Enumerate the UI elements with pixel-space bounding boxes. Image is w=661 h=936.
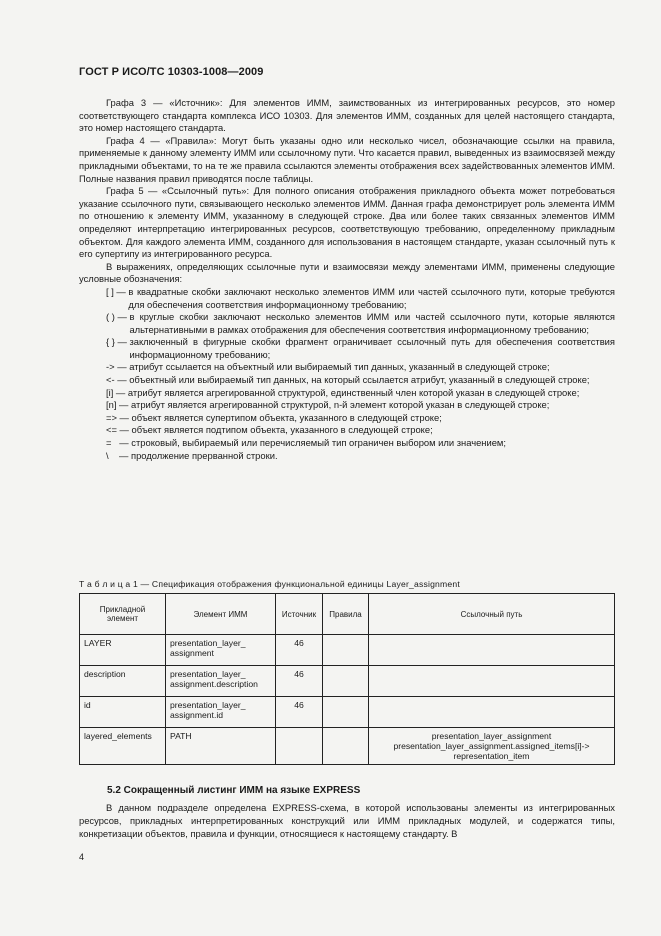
legend-text: заключенный в фигурные скобки фрагмент ограничивает ссылочный путь для обеспечения соответствия информационному требованию; <box>129 336 615 360</box>
cell-application-element: LAYER <box>80 635 166 666</box>
legend-symbol: <= — <box>106 424 132 436</box>
body-text <box>79 97 615 462</box>
paragraph-column-3: Графа 3 — «Источник»: Для элементов ИММ, заимствованных из интегрированных ресурсов, это номер соответствующего стандарта комплекса ИСО 10303. Для элементов ИММ, созданных для целей настоящего стандарта, это номер настоящего стандарта. <box>79 97 615 134</box>
paragraph-column-5: Графа 5 — «Ссылочный путь»: Для полного описания отображения прикладного объекта может потребоваться указание ссылочного пути, связывающего несколько элементов ИММ. Данная графа демонстрирует роль элемента ИММ по отношению к элементу ИММ, указанному в следующей строке. Два или более таких связанных элементов ИММ определяют интерпретацию интегрированных ресурсов, соответствующую требованию, определенному прикладным объектом. Для каждого элемента ИММ, созданного для использования в настоящем стандарте, указан ссылочный путь к его супертипу из интегрированного ресурса. <box>79 185 615 260</box>
header-rules: Правила <box>323 594 369 635</box>
legend-symbol: => — <box>106 411 132 423</box>
legend-symbol: ( ) — <box>106 311 130 323</box>
legend-symbol: [ ] — <box>106 285 129 297</box>
cell-application-element: layered_elements <box>80 728 166 765</box>
cell-reference-path <box>369 666 615 697</box>
cell-rules <box>323 635 369 666</box>
cell-source <box>276 728 323 765</box>
header-application-element: Прикладной элемент <box>80 594 166 635</box>
header-reference-path: Ссылочный путь <box>369 594 615 635</box>
legend-text: атрибут является агрегированной структурой, n-й элемент которой указан в следующей строке; <box>131 399 550 411</box>
legend-item <box>79 450 615 463</box>
legend-item <box>79 412 615 425</box>
legend-text: строковый, выбираемый или перечисляемый тип ограничен выбором или значением; <box>131 437 506 449</box>
cell-mim-element: presentation_layer_ assignment.description <box>166 666 276 697</box>
paragraph-notation-intro: В выражениях, определяющих ссылочные пути и взаимосвязи между элементами ИММ, применены следующие условные обозначения: <box>79 260 615 285</box>
cell-mim-element: PATH <box>166 728 276 765</box>
legend-item <box>79 424 615 437</box>
table-caption: Т а б л и ц а 1 — Спецификация отображения функциональной единицы Layer_assignment <box>79 579 460 589</box>
legend-text: в круглые скобки заключают несколько элементов ИММ или частей ссылочного пути, которые являются альтернативными в рамках отображения для обеспечения соответствия информационному требованию; <box>129 311 615 335</box>
cell-reference-path: presentation_layer_assignment presentation_layer_assignment.assigned_items[i]-> representation_item <box>369 728 615 765</box>
legend-item <box>79 361 615 374</box>
legend-text: в квадратные скобки заключают несколько элементов ИММ или частей ссылочного пути, которые требуются для обеспечения соответствия информационному требованию; <box>128 285 615 310</box>
paragraph-column-4: Графа 4 — «Правила»: Могут быть указаны одно или несколько чисел, обозначающие ссылки на правила, применяемые к данному элементу ИММ или ссылочному пути. Что касается правил, выведенных из взаимосвязей между прикладными объектами, то на те же правила ссылаются элементы отображения всех задействованных элементов ИММ. Полные названия правил приводятся после таблицы. <box>79 134 615 184</box>
header-mim-element: Элемент ИММ <box>166 594 276 635</box>
legend-item <box>79 311 615 336</box>
legend-symbol: { } — <box>106 336 130 348</box>
page-header: ГОСТ Р ИСО/ТС 10303-1008—2009 <box>79 66 264 78</box>
cell-reference-path <box>369 635 615 666</box>
notation-legend <box>79 286 615 462</box>
section-paragraph: В данном подразделе определена EXPRESS-схема, в которой использованы элементы из интегрированных ресурсов, прикладных интерпретированных конструкций или ИММ прикладных модулей, и содержатся типы, конкретизации объектов, правила и функции, относящиеся к настоящему стандарту. В <box>79 802 615 839</box>
legend-text: объект является супертипом объекта, указанного в следующей строке; <box>131 411 442 423</box>
legend-item <box>79 286 615 311</box>
page-number: 4 <box>79 852 85 862</box>
legend-item <box>79 437 615 450</box>
table-row <box>80 666 615 697</box>
legend-symbol: <- — <box>106 374 130 386</box>
legend-text: атрибут ссылается на объектный или выбираемый тип данных, указанный в следующей строке; <box>129 361 550 373</box>
table-row <box>80 697 615 728</box>
cell-mim-element: presentation_layer_ assignment <box>166 635 276 666</box>
table-row <box>80 635 615 666</box>
legend-symbol: \ — <box>106 449 132 461</box>
header-source: Источник <box>276 594 323 635</box>
section-heading: 5.2 Сокращенный листинг ИММ на языке EXPRESS <box>107 785 361 796</box>
section-body <box>79 801 615 840</box>
cell-reference-path <box>369 697 615 728</box>
cell-source: 46 <box>276 666 323 697</box>
cell-rules <box>323 697 369 728</box>
legend-text: продолжение прерванной строки. <box>131 449 278 461</box>
cell-application-element: id <box>80 697 166 728</box>
legend-item <box>79 336 615 361</box>
cell-application-element: description <box>80 666 166 697</box>
legend-text: атрибут является агрегированной структурой, единственный член которой указан в следующей строке; <box>127 386 580 398</box>
legend-item <box>79 374 615 387</box>
cell-rules <box>323 728 369 765</box>
legend-symbol: [n] — <box>106 399 132 411</box>
legend-symbol: -> — <box>106 361 130 373</box>
cell-rules <box>323 666 369 697</box>
cell-source: 46 <box>276 635 323 666</box>
legend-text: объект является подтипом объекта, указанного в следующей строке; <box>131 424 433 436</box>
legend-item <box>79 399 615 412</box>
table-header-row <box>80 594 615 635</box>
legend-symbol: = — <box>106 437 132 449</box>
table-row <box>80 728 615 765</box>
legend-text: объектный или выбираемый тип данных, на который ссылается атрибут, указанный в следующей строке; <box>129 374 590 386</box>
cell-source: 46 <box>276 697 323 728</box>
legend-symbol: [i] — <box>106 386 128 398</box>
cell-mim-element: presentation_layer_ assignment.id <box>166 697 276 728</box>
mapping-table <box>79 593 615 765</box>
legend-item <box>79 387 615 400</box>
